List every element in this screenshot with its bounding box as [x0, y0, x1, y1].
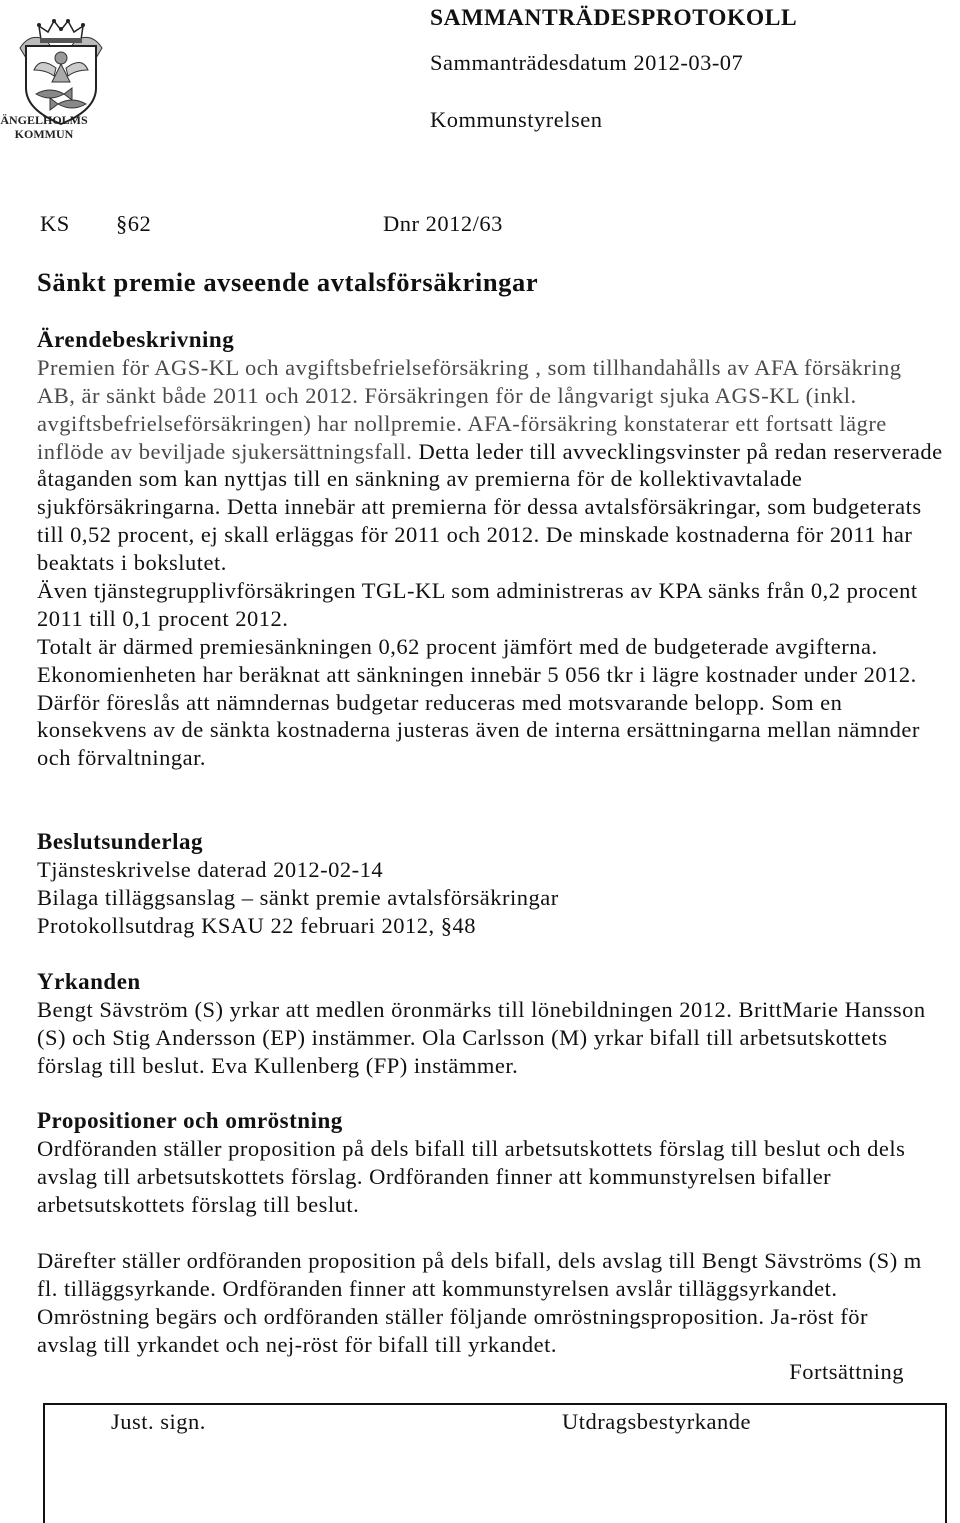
governing-body: Kommunstyrelsen [430, 107, 603, 132]
section-heading: Ärendebeskrivning [37, 327, 235, 352]
propositions-paragraph-2 [37, 1247, 922, 1359]
text-line: sjukförsäkringarna. Detta innebär att premierna för dessa avtalsförsäkringar, som budgeterats [37, 494, 922, 520]
text-segment: inflöde av beviljade sjukersättningsfall. [37, 438, 413, 464]
logo-text-line1: ÄNGELHOLMS [0, 113, 88, 127]
logo-text-line2: KOMMUN [14, 127, 74, 141]
text-line: Bengt Sävström (S) yrkar att medlen öronmärks till lönebildningen 2012. BrittMarie Hansson [37, 996, 926, 1022]
text-line: AB, är sänkt både 2011 och 2012. Försäkringen för de långvarigt sjuka AGS-KL (inkl. [37, 382, 857, 408]
continuation-note: Fortsättning [789, 1359, 904, 1384]
signature-box [43, 1403, 947, 1523]
propositions-section [37, 1107, 905, 1219]
text-line: fl. tilläggsyrkande. Ordföranden finner att kommunstyrelsen avslår tilläggsyrkandet. [37, 1275, 838, 1301]
text-line: förslag till beslut. Eva Kullenberg (FP) instämmer. [37, 1052, 519, 1078]
text-line: avslag till arbetsutskottets förslag. Ordföranden finner att kommunstyrelsen bifaller [37, 1163, 832, 1189]
text-segment: Detta leder till avvecklingsvinster på redan reserverade [412, 438, 943, 464]
document-type: SAMMANTRÄDESPROTOKOLL [430, 5, 798, 31]
description-section [37, 326, 943, 772]
decision-basis-section [37, 828, 559, 940]
text-line: Protokollsutdrag KSAU 22 februari 2012, §48 [37, 912, 476, 938]
meeting-date: Sammanträdesdatum 2012-03-07 [430, 50, 744, 75]
section-heading: Beslutsunderlag [37, 829, 203, 854]
text-line: avgiftsbefrielseförsäkringen) har nollpremie. AFA-försäkring konstaterar ett fortsatt lägre [37, 410, 887, 436]
text-line: arbetsutskottets förslag till beslut. [37, 1191, 360, 1217]
paragraph-number: §62 [116, 211, 152, 236]
text-line: Totalt är därmed premiesänkningen 0,62 procent jämfört med de budgeterade avgifterna. [37, 633, 878, 659]
text-line: 2011 till 0,1 procent 2012. [37, 605, 289, 631]
text-line: och förvaltningar. [37, 745, 206, 771]
text-line: Bilaga tilläggsanslag – sänkt premie avtalsförsäkringar [37, 884, 559, 910]
text-line: konsekvens av de sänkta kostnaderna justeras även de interna ersättningarna mellan nämnder [37, 717, 920, 743]
text-line: Därefter ställer ordföranden proposition på dels bifall, dels avslag till Bengt Sävströms (S) m [37, 1248, 922, 1273]
text-line: åtaganden som kan nyttjas till en sänkning av premierna för de kollektivavtalade [37, 466, 803, 492]
adjuster-signature-label: Just. sign. [111, 1409, 206, 1434]
text-line: beaktats i bokslutet. [37, 550, 227, 576]
text-line: Premien för AGS-KL och avgiftsbefrielseförsäkring , som tillhandahålls av AFA försäkring [37, 354, 902, 380]
text-line: (S) och Stig Andersson (EP) instämmer. Ola Carlsson (M) yrkar bifall till arbetsutskottets [37, 1024, 888, 1050]
angelholm-coat-of-arms-icon [0, 0, 90, 112]
board-abbreviation: KS [40, 211, 70, 236]
text-line: Tjänsteskrivelse daterad 2012-02-14 [37, 856, 384, 882]
text-line: Även tjänstegrupplivförsäkringen TGL-KL som administreras av KPA sänks från 0,2 procent [37, 578, 918, 604]
diary-number: Dnr 2012/63 [383, 211, 503, 236]
text-line: avslag till yrkandet och nej-röst för bifall till yrkandet. [37, 1331, 557, 1357]
case-title: Sänkt premie avseende avtalsförsäkringar [37, 267, 539, 297]
extract-certification-label: Utdragsbestyrkande [562, 1409, 751, 1434]
section-heading: Propositioner och omröstning [37, 1108, 343, 1133]
text-line: Omröstning begärs och ordföranden ställer följande omröstningsproposition. Ja-röst för [37, 1303, 868, 1329]
text-line [37, 438, 943, 466]
text-line: Ekonomienheten har beräknat att sänkningen innebär 5 056 tkr i lägre kostnader under 2012. [37, 661, 917, 687]
motions-section [37, 968, 926, 1080]
text-line: Därför föreslås att nämndernas budgetar reduceras med motsvarande belopp. Som en [37, 689, 843, 715]
text-line: till 0,52 procent, ej skall erläggas för 2011 och 2012. De minskade kostnaderna för 2011 har [37, 522, 913, 548]
section-heading: Yrkanden [37, 969, 141, 994]
text-line: Ordföranden ställer proposition på dels bifall till arbetsutskottets förslag till beslut och dels [37, 1135, 906, 1161]
